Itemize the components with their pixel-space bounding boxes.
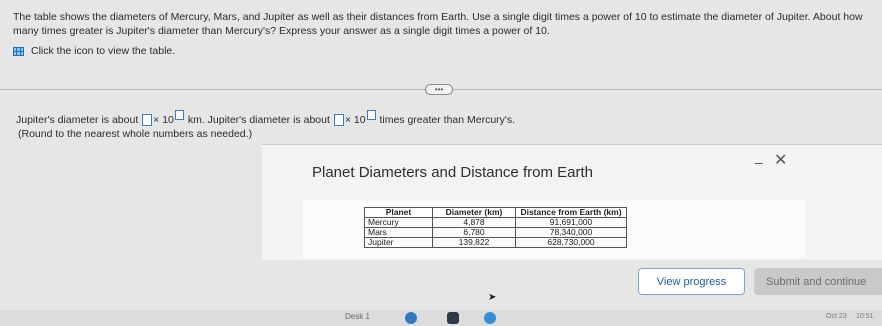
answer-line: [16, 114, 515, 126]
cell-distance: 78,340,000: [516, 228, 627, 238]
diameter-digit-input[interactable]: [142, 114, 152, 126]
header-planet: Planet: [365, 208, 433, 218]
cell-distance: 628,730,000: [516, 238, 627, 248]
question-text: The table shows the diameters of Mercury, Mars, and Jupiter as well as their distances from Earth. Use a single digit times a power of 10 to estimate the diameter of Jupiter. About how many times greater is Jupiter's diameter than Mercury's? Express your answer as a single digit times a power of 10.: [13, 11, 863, 37]
taskbar: [0, 310, 882, 326]
more-options-button[interactable]: •••: [425, 84, 453, 95]
cell-planet: Mercury: [365, 218, 433, 228]
browser-icon[interactable]: [484, 312, 496, 324]
chrome-icon[interactable]: [405, 312, 417, 324]
table-row: [365, 218, 627, 228]
planet-table: [364, 207, 627, 248]
times-ten-label-2: × 10: [344, 114, 366, 126]
table-row: [365, 238, 627, 248]
rounding-note: (Round to the nearest whole numbers as needed.): [18, 128, 253, 140]
table-header-row: [365, 208, 627, 218]
cell-diameter: 6,780: [433, 228, 516, 238]
table-icon[interactable]: [13, 47, 24, 56]
cell-diameter: 4,878: [433, 218, 516, 228]
tray-date: Oct 23: [826, 313, 847, 320]
times-ten-label-1: × 10: [153, 114, 174, 126]
diameter-exponent-input[interactable]: [175, 110, 184, 120]
header-distance: Distance from Earth (km): [516, 208, 627, 218]
desk-label: Desk 1: [345, 312, 370, 321]
header-diameter: Diameter (km): [433, 208, 516, 218]
table-row: [365, 228, 627, 238]
cell-distance: 91,691,000: [516, 218, 627, 228]
submit-and-continue-button[interactable]: Submit and continue: [754, 268, 882, 295]
minimize-icon[interactable]: –: [755, 154, 763, 170]
cell-planet: Mars: [365, 228, 433, 238]
cell-diameter: 139,822: [433, 238, 516, 248]
ratio-digit-input[interactable]: [334, 114, 344, 126]
answer-text-3: times greater than Mercury's.: [379, 114, 516, 126]
view-progress-button[interactable]: View progress: [638, 268, 745, 295]
cell-planet: Jupiter: [365, 238, 433, 248]
mouse-cursor-icon: ➤: [488, 292, 497, 303]
app-icon[interactable]: [447, 312, 459, 324]
view-table-link[interactable]: [13, 45, 175, 57]
view-table-label: Click the icon to view the table.: [31, 45, 176, 57]
ratio-exponent-input[interactable]: [367, 110, 376, 120]
tray-time: 10:51: [856, 313, 874, 320]
close-icon[interactable]: ✕: [774, 152, 788, 169]
answer-text-2: km. Jupiter's diameter is about: [187, 114, 330, 126]
popup-title: Planet Diameters and Distance from Earth: [312, 164, 593, 181]
answer-text-1: Jupiter's diameter is about: [16, 114, 139, 126]
